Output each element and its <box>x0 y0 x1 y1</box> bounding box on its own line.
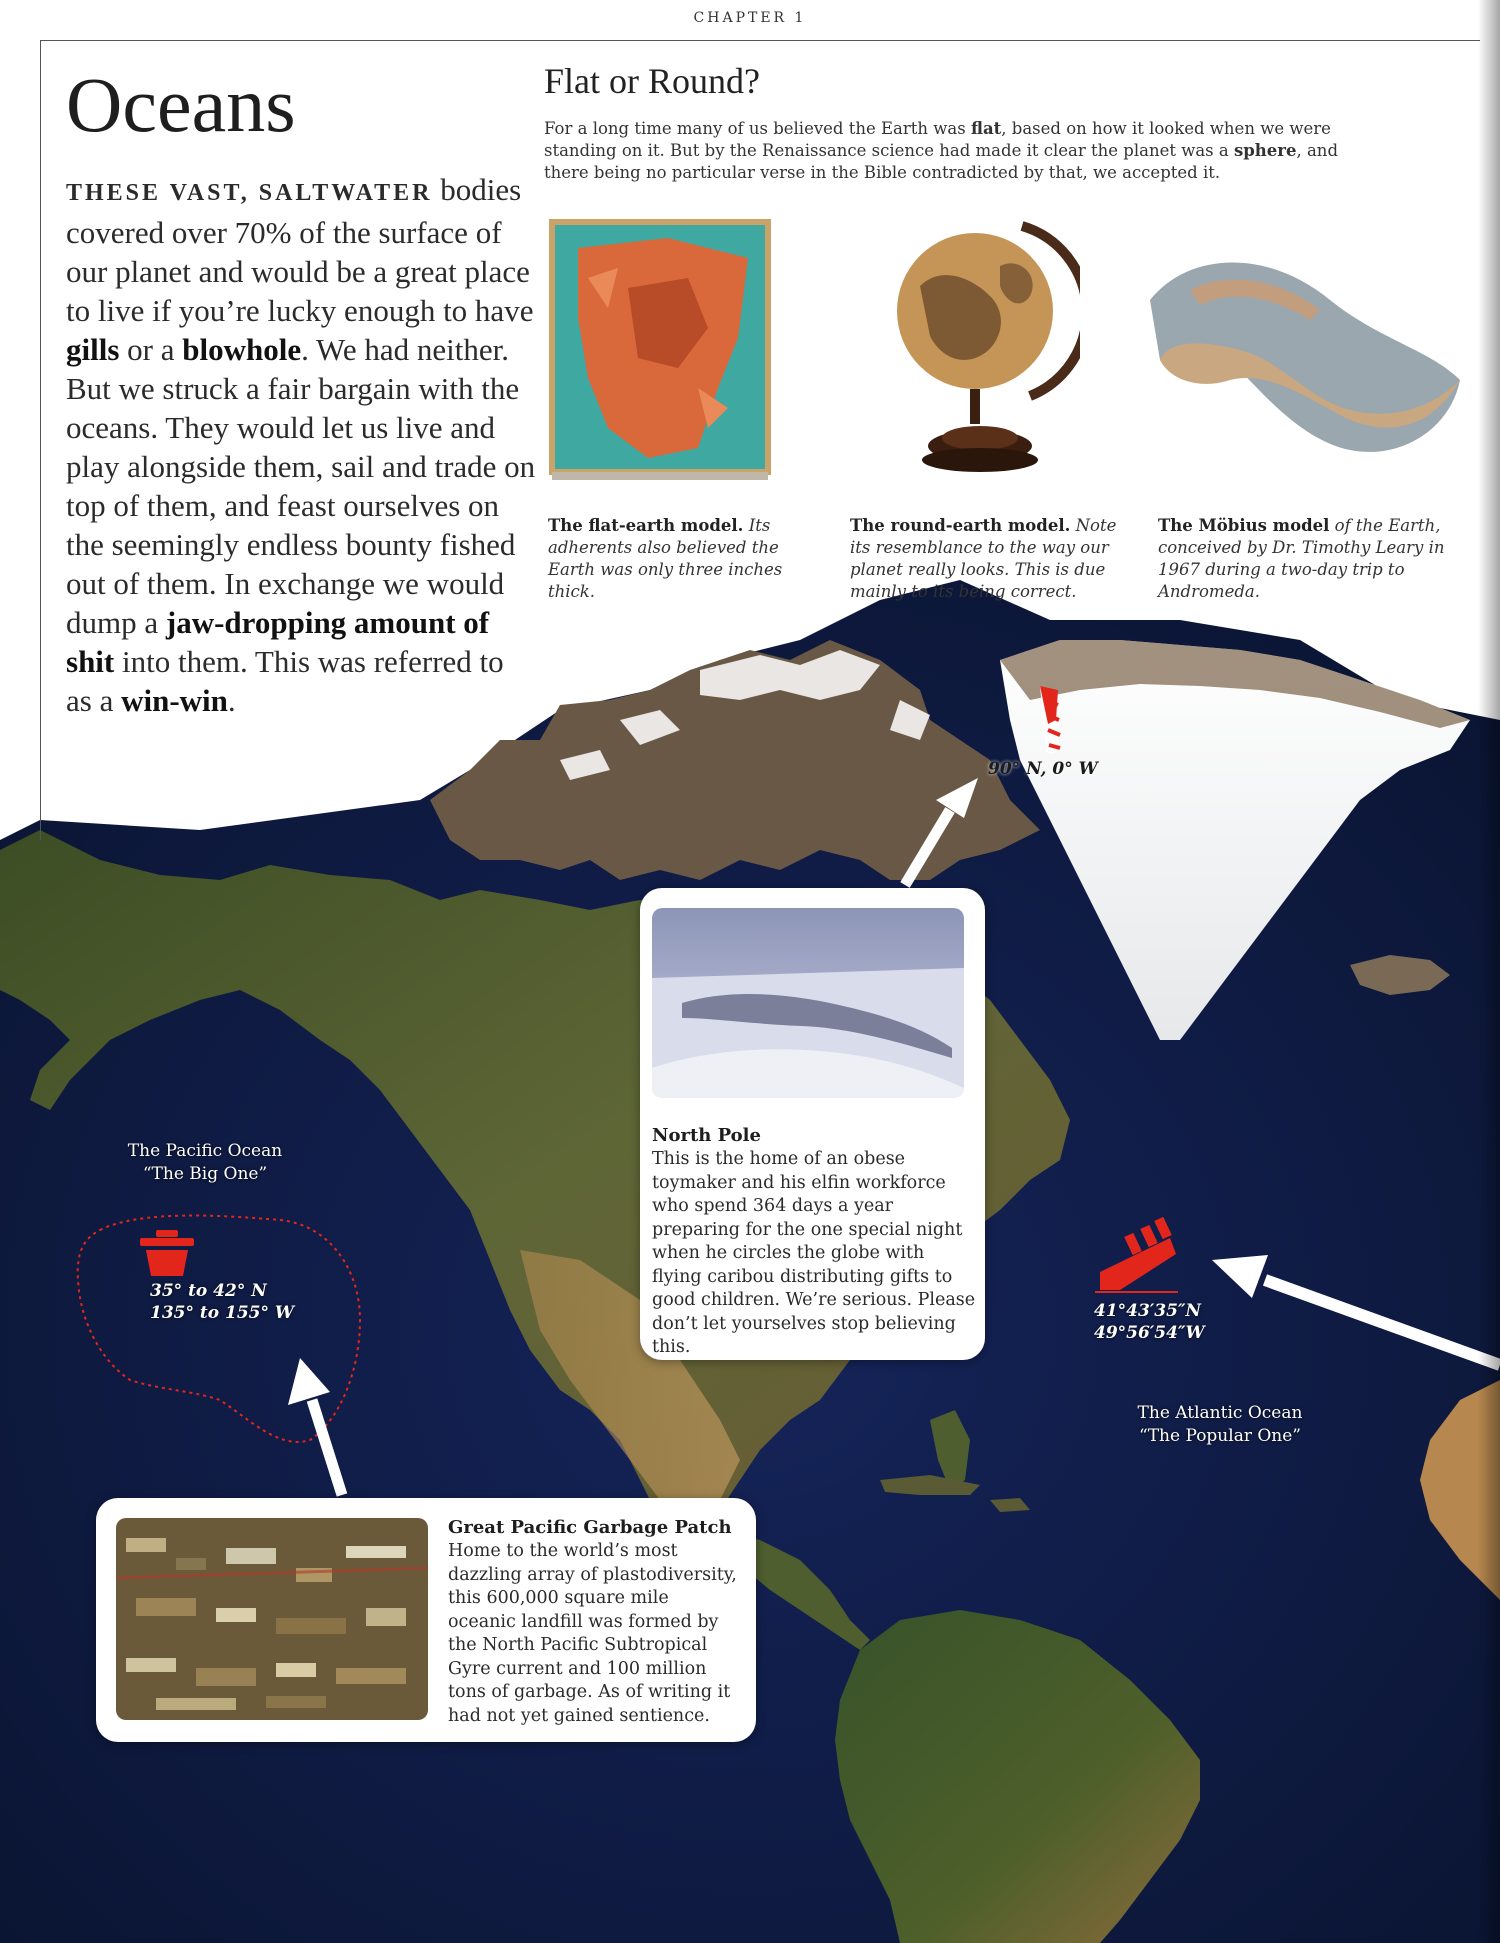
top-rule <box>40 40 1480 41</box>
figure-caption-title: The Möbius model <box>1158 516 1330 535</box>
callout-body: This is the home of an obese toymaker and his elfin workforce who spend 364 days a year preparing for the one special night when he circles the globe with flying caribou distributing gifts to good children. We’re serious. Please don’t let yourselves stop believing this. <box>652 1149 976 1357</box>
section-text: , and there being no particular verse in the Bible contradicted by that, we accepted it. <box>544 141 1339 182</box>
flat-earth-map-image <box>548 218 772 486</box>
north-pole-callout <box>640 888 985 1360</box>
globe-image <box>880 206 1080 486</box>
figure-caption-mobius <box>1158 515 1458 603</box>
garbage-patch-callout <box>96 1498 756 1742</box>
coordinate-longitude: 135° to 155° W <box>150 1303 295 1323</box>
intro-text: . We had neither. But we struck a fair bargain with the oceans. They would let us live and play alongside them, sail and trade on top of them, and feast ourselves on the seemingly endless bounty fished out of them. In exchange we would dump a <box>66 332 536 640</box>
atlantic-ocean-label <box>1100 1402 1340 1448</box>
intro-text: . <box>227 683 236 718</box>
section-paragraph <box>544 118 1354 184</box>
intro-text: bodies covered over 70% of the surface of our planet and would be a great place to live if you’re lucky enough to have <box>66 172 534 328</box>
north-pole-photo <box>652 908 964 1098</box>
mobius-strip-image <box>1130 240 1470 470</box>
titanic-coordinates <box>1094 1300 1205 1344</box>
figure-caption-title: The round-earth model. <box>850 516 1071 535</box>
figure-caption-text: Its adherents also believed the Earth was only three inches thick. <box>548 516 783 601</box>
coordinate-latitude: 41°43′35″N <box>1094 1301 1202 1321</box>
section-emphasis: flat <box>970 119 1002 138</box>
north-pole-coordinates: 90° N, 0° W <box>988 759 1098 779</box>
intro-text: into them. This was referred to as a <box>66 644 504 718</box>
ocean-nickname: “The Popular One” <box>1139 1426 1301 1446</box>
intro-lead: THESE VAST, SALTWATER <box>66 180 433 206</box>
ocean-name: The Atlantic Ocean <box>1137 1403 1303 1423</box>
figure-caption-text: Note its resemblance to the way our planet really looks. This is due mainly to its being correct. <box>850 516 1117 601</box>
figure-caption-flat <box>548 515 803 603</box>
intro-emphasis: jaw-dropping amount of shit <box>66 605 490 679</box>
intro-paragraph <box>66 170 536 720</box>
running-head: CHAPTER 1 <box>693 10 807 26</box>
section-emphasis: sphere <box>1233 141 1297 160</box>
ocean-nickname: “The Big One” <box>142 1164 268 1184</box>
page-gutter-shadow <box>1478 0 1500 1943</box>
coordinate-latitude: 35° to 42° N <box>150 1281 267 1301</box>
callout-title: Great Pacific Garbage Patch <box>448 1517 732 1538</box>
section-text: For a long time many of us believed the Earth was <box>544 119 971 138</box>
left-rule <box>40 40 41 840</box>
garbage-patch-photo <box>116 1518 428 1720</box>
intro-emphasis: blowhole <box>182 332 302 367</box>
intro-emphasis: gills <box>66 332 120 367</box>
figure-caption-title: The flat-earth model. <box>548 516 744 535</box>
intro-emphasis: win-win <box>121 683 228 718</box>
callout-body: Home to the world’s most dazzling array of plastodiversity, this 600,000 square mile oceanic landfill was formed by the North Pacific Subtropical Gyre current and 100 million tons of garbage. As of writing it had not yet gained sentience. <box>448 1541 737 1726</box>
figure-caption-text: of the Earth, conceived by Dr. Timothy Leary in 1967 during a two-day trip to Andromeda. <box>1158 516 1445 601</box>
figure-caption-round <box>850 515 1125 603</box>
callout-title: North Pole <box>652 1125 761 1146</box>
pacific-ocean-label <box>90 1140 320 1186</box>
coordinate-longitude: 49°56′54″W <box>1094 1323 1205 1343</box>
section-text: , based on how it looked when we were standing on it. But by the Renaissance science had made it clear the planet was a <box>544 119 1331 160</box>
ocean-name: The Pacific Ocean <box>127 1141 283 1161</box>
intro-text: or a <box>119 332 183 367</box>
page-title: Oceans <box>66 61 296 148</box>
garbage-patch-coordinates <box>150 1280 294 1324</box>
section-heading: Flat or Round? <box>544 61 760 101</box>
